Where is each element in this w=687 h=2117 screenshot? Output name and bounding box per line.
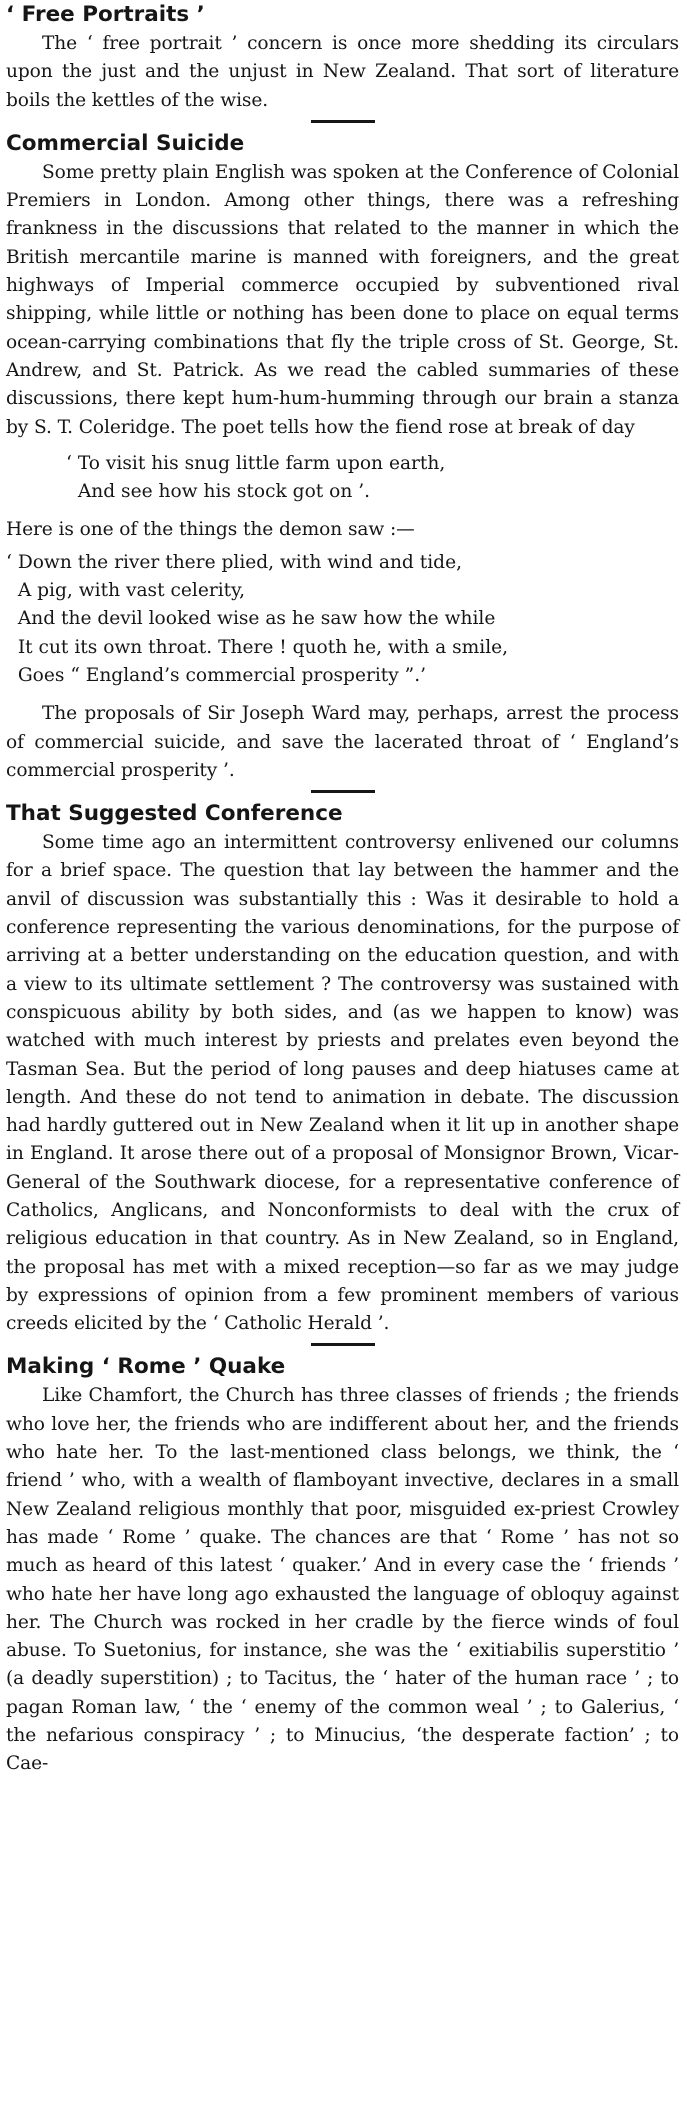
- verse-line: And see how his stock got on ’.: [66, 481, 371, 503]
- verse-line: A pig, with vast celerity,: [6, 580, 246, 602]
- verse-quote: [66, 450, 679, 507]
- poem-stanza: [6, 549, 679, 690]
- article-paragraph: The proposals of Sir Joseph Ward may, perhaps, arrest the process of commercial suicide, and save the lacerated throat of ‘ England’s commercial prosperity ’.: [6, 703, 679, 781]
- verse-line: And the devil looked wise as he saw how the while: [6, 608, 496, 630]
- article-making-rome-quake: [6, 1352, 679, 1778]
- article-heading: Commercial Suicide: [6, 130, 245, 156]
- verse-line: ‘ Down the river there plied, with wind and tide,: [6, 551, 462, 573]
- article-paragraph: Like Chamfort, the Church has three classes of friends ; the friends who love her, the friends who are indifferent about her, and the friends who hate her. To the last-mentioned class belongs, we think, the ‘ friend ’ who, with a wealth of flamboyant invective, declares in a small New Zealand religious monthly that poor, misguided ex-priest Crowley has made ‘ Rome ’ quake. The chances are that ‘ Rome ’ has not so much as heard of this latest ‘ quaker.’ And in every case the ‘ friends ’ who hate her have long ago exhausted the language of obloquy against her. The Church was rocked in her cradle by the fierce winds of foul abuse. To Suetonius, for instance, she was the ‘ exitiabilis superstitio ’ (a deadly superstition) ; to Tacitus, the ‘ hater of the human race ’ ; to pagan Roman law, ‘ the ‘ enemy of the common weal ’ ; to Galerius, ‘ the nefarious conspiracy ’ ; to Minucius, ‘the desperate faction’ ; to Cae-: [6, 1385, 679, 1775]
- article-paragraph: The ‘ free portrait ’ concern is once more shedding its circulars upon the just and the unjust in New Zealand. That sort of literature boils the kettles of the wise.: [6, 33, 679, 111]
- article-heading: That Suggested Conference: [6, 801, 343, 827]
- article-paragraph: Some pretty plain English was spoken at the Conference of Colonial Premiers in London. Among other things, there was a refreshing frankness in the discussions that related to the manner in which the British mercantile marine is manned with foreigners, and the great highways of Imperial commerce occupied by subventioned rival shipping, while little or nothing has been done to place on equal terms ocean-carrying combinations that fly the triple cross of St. George, St. Andrew, and St. Patrick. As we read the cabled summaries of these discussions, there kept hum-hum-humming through our brain a stanza by S. T. Coleridge. The poet tells how the fiend rose at break of day: [6, 161, 679, 438]
- intro-line: Here is one of the things the demon saw :—: [6, 519, 415, 541]
- verse-line: ‘ To visit his snug little farm upon earth,: [66, 452, 446, 474]
- article-suggested-conference: [6, 799, 679, 1338]
- section-divider: [311, 1343, 375, 1346]
- article-commercial-suicide: [6, 129, 679, 785]
- article-free-portraits: [6, 0, 679, 115]
- verse-line: It cut its own throat. There ! quoth he, with a smile,: [6, 636, 509, 658]
- section-divider: [311, 120, 375, 123]
- section-divider: [311, 790, 375, 793]
- article-heading: ‘ Free Portraits ’: [6, 2, 205, 27]
- article-paragraph: Some time ago an intermittent controversy enlivened our columns for a brief space. The question that lay between the hammer and the anvil of discussion was substantially this : Was it desirable to hold a conference representing the various denominations, for the purpose of arriving at a better understanding on the education question, and with a view to its ultimate settlement ? The controversy was sustained with conspicuous ability by both sides, and (as we happen to know) was watched with much interest by priests and prelates even beyond the Tasman Sea. But the period of long pauses and deep hiatuses came at length. And these do not tend to animation in debate. The discussion had hardly guttered out in New Zealand when it lit up in another shape in England. It arose there out of a proposal of Monsignor Brown, Vicar-General of the Southwark diocese, for a representative conference of Catholics, Anglicans, and Nonconformists to deal with the crux of religious education in that country. As in New Zealand, so in England, the proposal has met with a mixed reception—so far as we may judge by expressions of opinion from a few prominent members of various creeds elicited by the ‘ Catholic Herald ’.: [6, 832, 679, 1335]
- verse-line: Goes “ England’s commercial prosperity ”.’: [6, 664, 427, 686]
- article-heading: Making ‘ Rome ’ Quake: [6, 1354, 286, 1380]
